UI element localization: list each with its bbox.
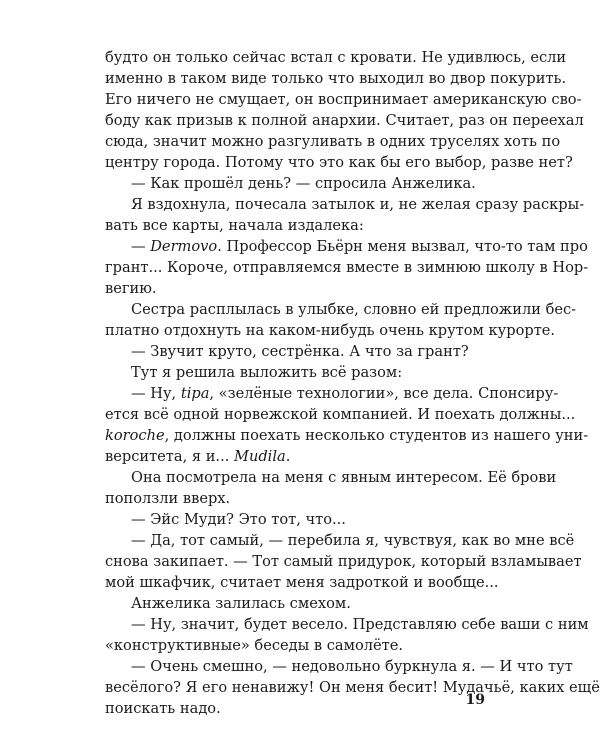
text-line: «конструктивные» беседы в самолёте. <box>105 637 404 654</box>
paragraph-start-line: Она посмотрела на меня с явным интересом. Её брови <box>131 469 557 486</box>
dash: — <box>131 238 151 255</box>
italic-word: Mudila <box>234 448 286 465</box>
text-line: платно отдохнуть на каком-нибудь очень крутом курорте. <box>105 322 556 339</box>
dialogue-line <box>105 383 559 404</box>
text-fragment: верситета, я и... <box>105 448 234 465</box>
text-line: поползли вверх. <box>105 490 231 507</box>
paragraph-start-line: Сестра расплылась в улыбке, словно ей предложили бес- <box>131 301 577 318</box>
text-line: будто он только сейчас встал с кровати. Не удивлюсь, если <box>105 49 567 66</box>
text-fragment: , должны поехать несколько студентов из нашего уни- <box>164 427 589 444</box>
dialogue-line: — Эйс Муди? Это тот, что... <box>131 511 346 528</box>
dialogue-line <box>105 236 588 257</box>
text-line: мой шкафчик, считает меня задроткой и вообще... <box>105 574 499 591</box>
text-fragment: — Ну, <box>131 385 181 402</box>
dialogue-line: — Очень смешно, — недовольно буркнула я. — И что тут <box>131 658 573 675</box>
dialogue-line: — Ну, значит, будет весело. Представляю себе ваши с ним <box>131 616 589 633</box>
text-line: грант... Короче, отправляемся вместе в зимнюю школу в Нор- <box>105 259 589 276</box>
text-line: вать все карты, начала издалека: <box>105 217 364 234</box>
text-line: именно в таком виде только что выходил во двор покурить. <box>105 70 567 87</box>
text-line: Его ничего не смущает, он воспринимает американскую сво- <box>105 91 582 108</box>
dialogue-line: — Как прошёл день? — спросила Анжелика. <box>131 175 476 192</box>
paragraph-start-line: Я вздохнула, почесала затылок и, не желая сразу раскры- <box>131 196 585 213</box>
text-fragment: , «зелёные технологии», все дела. Спонсиру- <box>209 385 559 402</box>
text-line: сюда, значит можно разгуливать в одних труселях хоть по <box>105 133 561 150</box>
text-line <box>105 446 480 467</box>
text-line <box>105 425 589 446</box>
italic-word: Dermovo <box>150 238 218 255</box>
text-line: снова закипает. — Тот самый придурок, который взламывает <box>105 553 582 570</box>
text-fragment: . Профессор Бьёрн меня вызвал, что-то там про <box>217 238 588 255</box>
italic-word: koroche <box>105 427 165 444</box>
text-line: ется всё одной норвежской компанией. И поехать должны... <box>105 406 576 423</box>
dialogue-line: — Звучит круто, сестрёнка. А что за грант? <box>131 343 469 360</box>
text-fragment: . <box>285 448 291 465</box>
paragraph-start-line: Тут я решила выложить всё разом: <box>131 364 403 381</box>
paragraph-start-line: Анжелика залилась смехом. <box>131 595 351 612</box>
italic-word: tipa <box>180 385 210 402</box>
text-line: весёлого? Я его ненавижу! Он меня бесит! Мудачьё, каких ещё <box>105 679 600 696</box>
text-line: поискать надо. <box>105 700 221 717</box>
text-line: вегию. <box>105 280 157 297</box>
page-number: 19 <box>465 692 485 708</box>
text-line: центру города. Потому что это как бы его выбор, разве нет? <box>105 154 573 171</box>
text-line: боду как призыв к полной анархии. Считает, раз он переехал <box>105 112 584 129</box>
dialogue-line: — Да, тот самый, — перебила я, чувствуя, как во мне всё <box>131 532 575 549</box>
body-text <box>105 47 600 719</box>
